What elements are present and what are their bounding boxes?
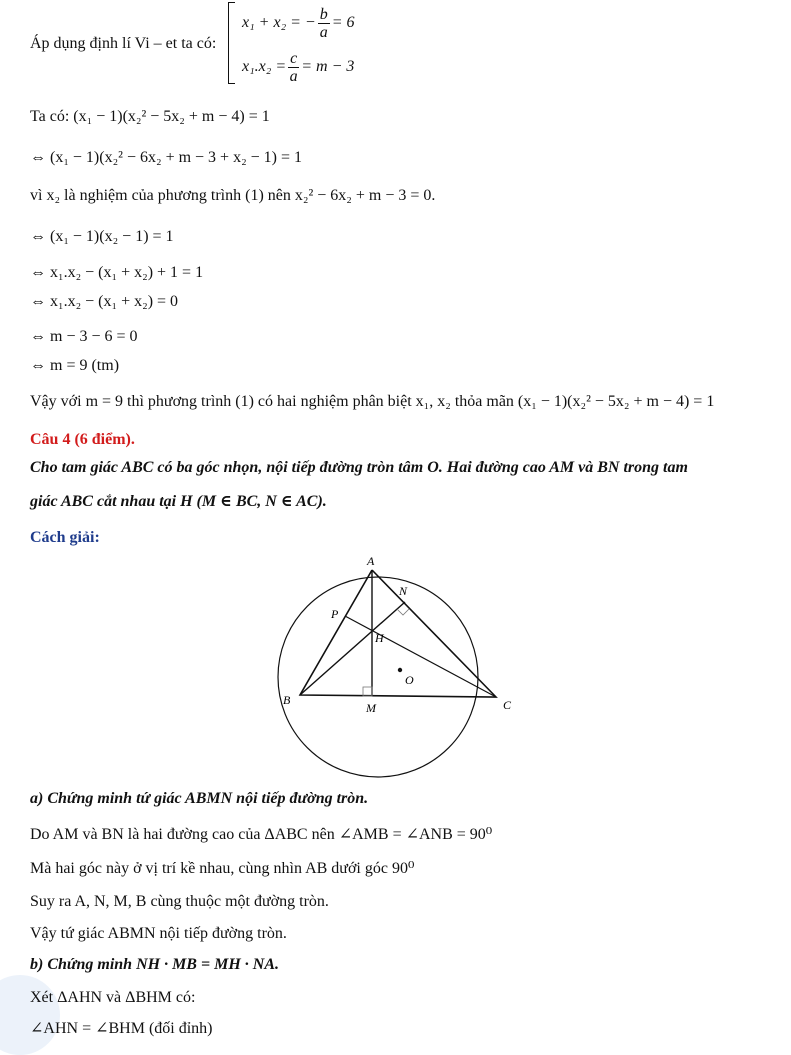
center-point-o	[398, 668, 402, 672]
solution-label: Cách giải:	[30, 529, 100, 546]
part-b-title: b) Chứng minh NH · MB = MH · NA.	[30, 956, 279, 973]
label-h: H	[375, 631, 384, 645]
circumcircle	[278, 577, 478, 777]
question-text-1: Cho tam giác ABC có ba góc nhọn, nội tiếp đường tròn tâm O. Hai đường cao AM và BN trong tam	[30, 459, 688, 476]
step-6: ⇔ x₁.x₂ − (x₁ + x₂) = 0	[30, 293, 179, 310]
system-bracket	[228, 2, 235, 84]
step-2: ⇔ (x₁ − 1)(x₂² − 6x₂ + m − 3 + x₂ − 1) = 1	[30, 149, 303, 166]
part-a-title: a) Chứng minh tứ giác ABMN nội tiếp đường tròn.	[30, 790, 369, 807]
label-a: A	[367, 554, 375, 568]
label-p: P	[331, 607, 339, 621]
geometry-figure	[275, 552, 545, 784]
vieta-lead: Áp dụng định lí Vi – et ta có:	[30, 35, 217, 52]
part-a-line-2: Mà hai góc này ở vị trí kề nhau, cùng nhìn AB dưới góc 90⁰	[30, 860, 415, 877]
step-1: Ta có: (x₁ − 1)(x₂² − 5x₂ + m − 4) = 1	[30, 108, 270, 125]
vieta-sum: x₁ + x₂ = − $\frac{b}{a}$ = 6	[242, 6, 355, 41]
altitude-cp	[345, 616, 496, 697]
step-3: vì x₂ là nghiệm của phương trình (1) nên x₂² − 6x₂ + m − 3 = 0.	[30, 187, 436, 204]
label-b: B	[283, 693, 291, 707]
label-n: N	[399, 584, 408, 598]
part-a-line-1: Do AM và BN là hai đường cao của ΔABC nên ∠AMB = ∠ANB = 90⁰	[30, 826, 493, 843]
part-a-line-3: Suy ra A, N, M, B cùng thuộc một đường tròn.	[30, 893, 329, 910]
label-m: M	[366, 701, 376, 715]
right-angle-mark-m	[363, 687, 372, 696]
part-b-line-2: ∠AHN = ∠BHM (đối đỉnh)	[30, 1020, 213, 1037]
question-heading: Câu 4 (6 điểm).	[30, 431, 135, 448]
label-c: C	[503, 698, 512, 712]
vieta-system	[228, 0, 378, 92]
part-a-line-4: Vậy tứ giác ABMN nội tiếp đường tròn.	[30, 925, 287, 942]
step-8: ⇔ m = 9 (tm)	[30, 357, 120, 374]
step-5: ⇔ x₁.x₂ − (x₁ + x₂) + 1 = 1	[30, 264, 204, 281]
watermark	[0, 975, 60, 1055]
question-text-2: giác ABC cắt nhau tại H (M ∈ BC, N ∈ AC).	[30, 493, 327, 510]
label-o: O	[405, 673, 414, 687]
right-angle-mark-n	[397, 609, 409, 615]
altitude-bn	[300, 602, 405, 695]
vieta-product: x₁.x₂ = $\frac{c}{a}$ = m − 3	[242, 50, 355, 85]
step-7: ⇔ m − 3 − 6 = 0	[30, 328, 138, 345]
conclusion: Vậy với m = 9 thì phương trình (1) có hai nghiệm phân biệt x₁, x₂ thỏa mãn (x₁ − 1)(x₂² − 5x₂ + m − 4) = 1	[30, 393, 715, 410]
step-4: ⇔ (x₁ − 1)(x₂ − 1) = 1	[30, 228, 174, 245]
part-b-line-1: Xét ΔAHN và ΔBHM có:	[30, 989, 196, 1006]
